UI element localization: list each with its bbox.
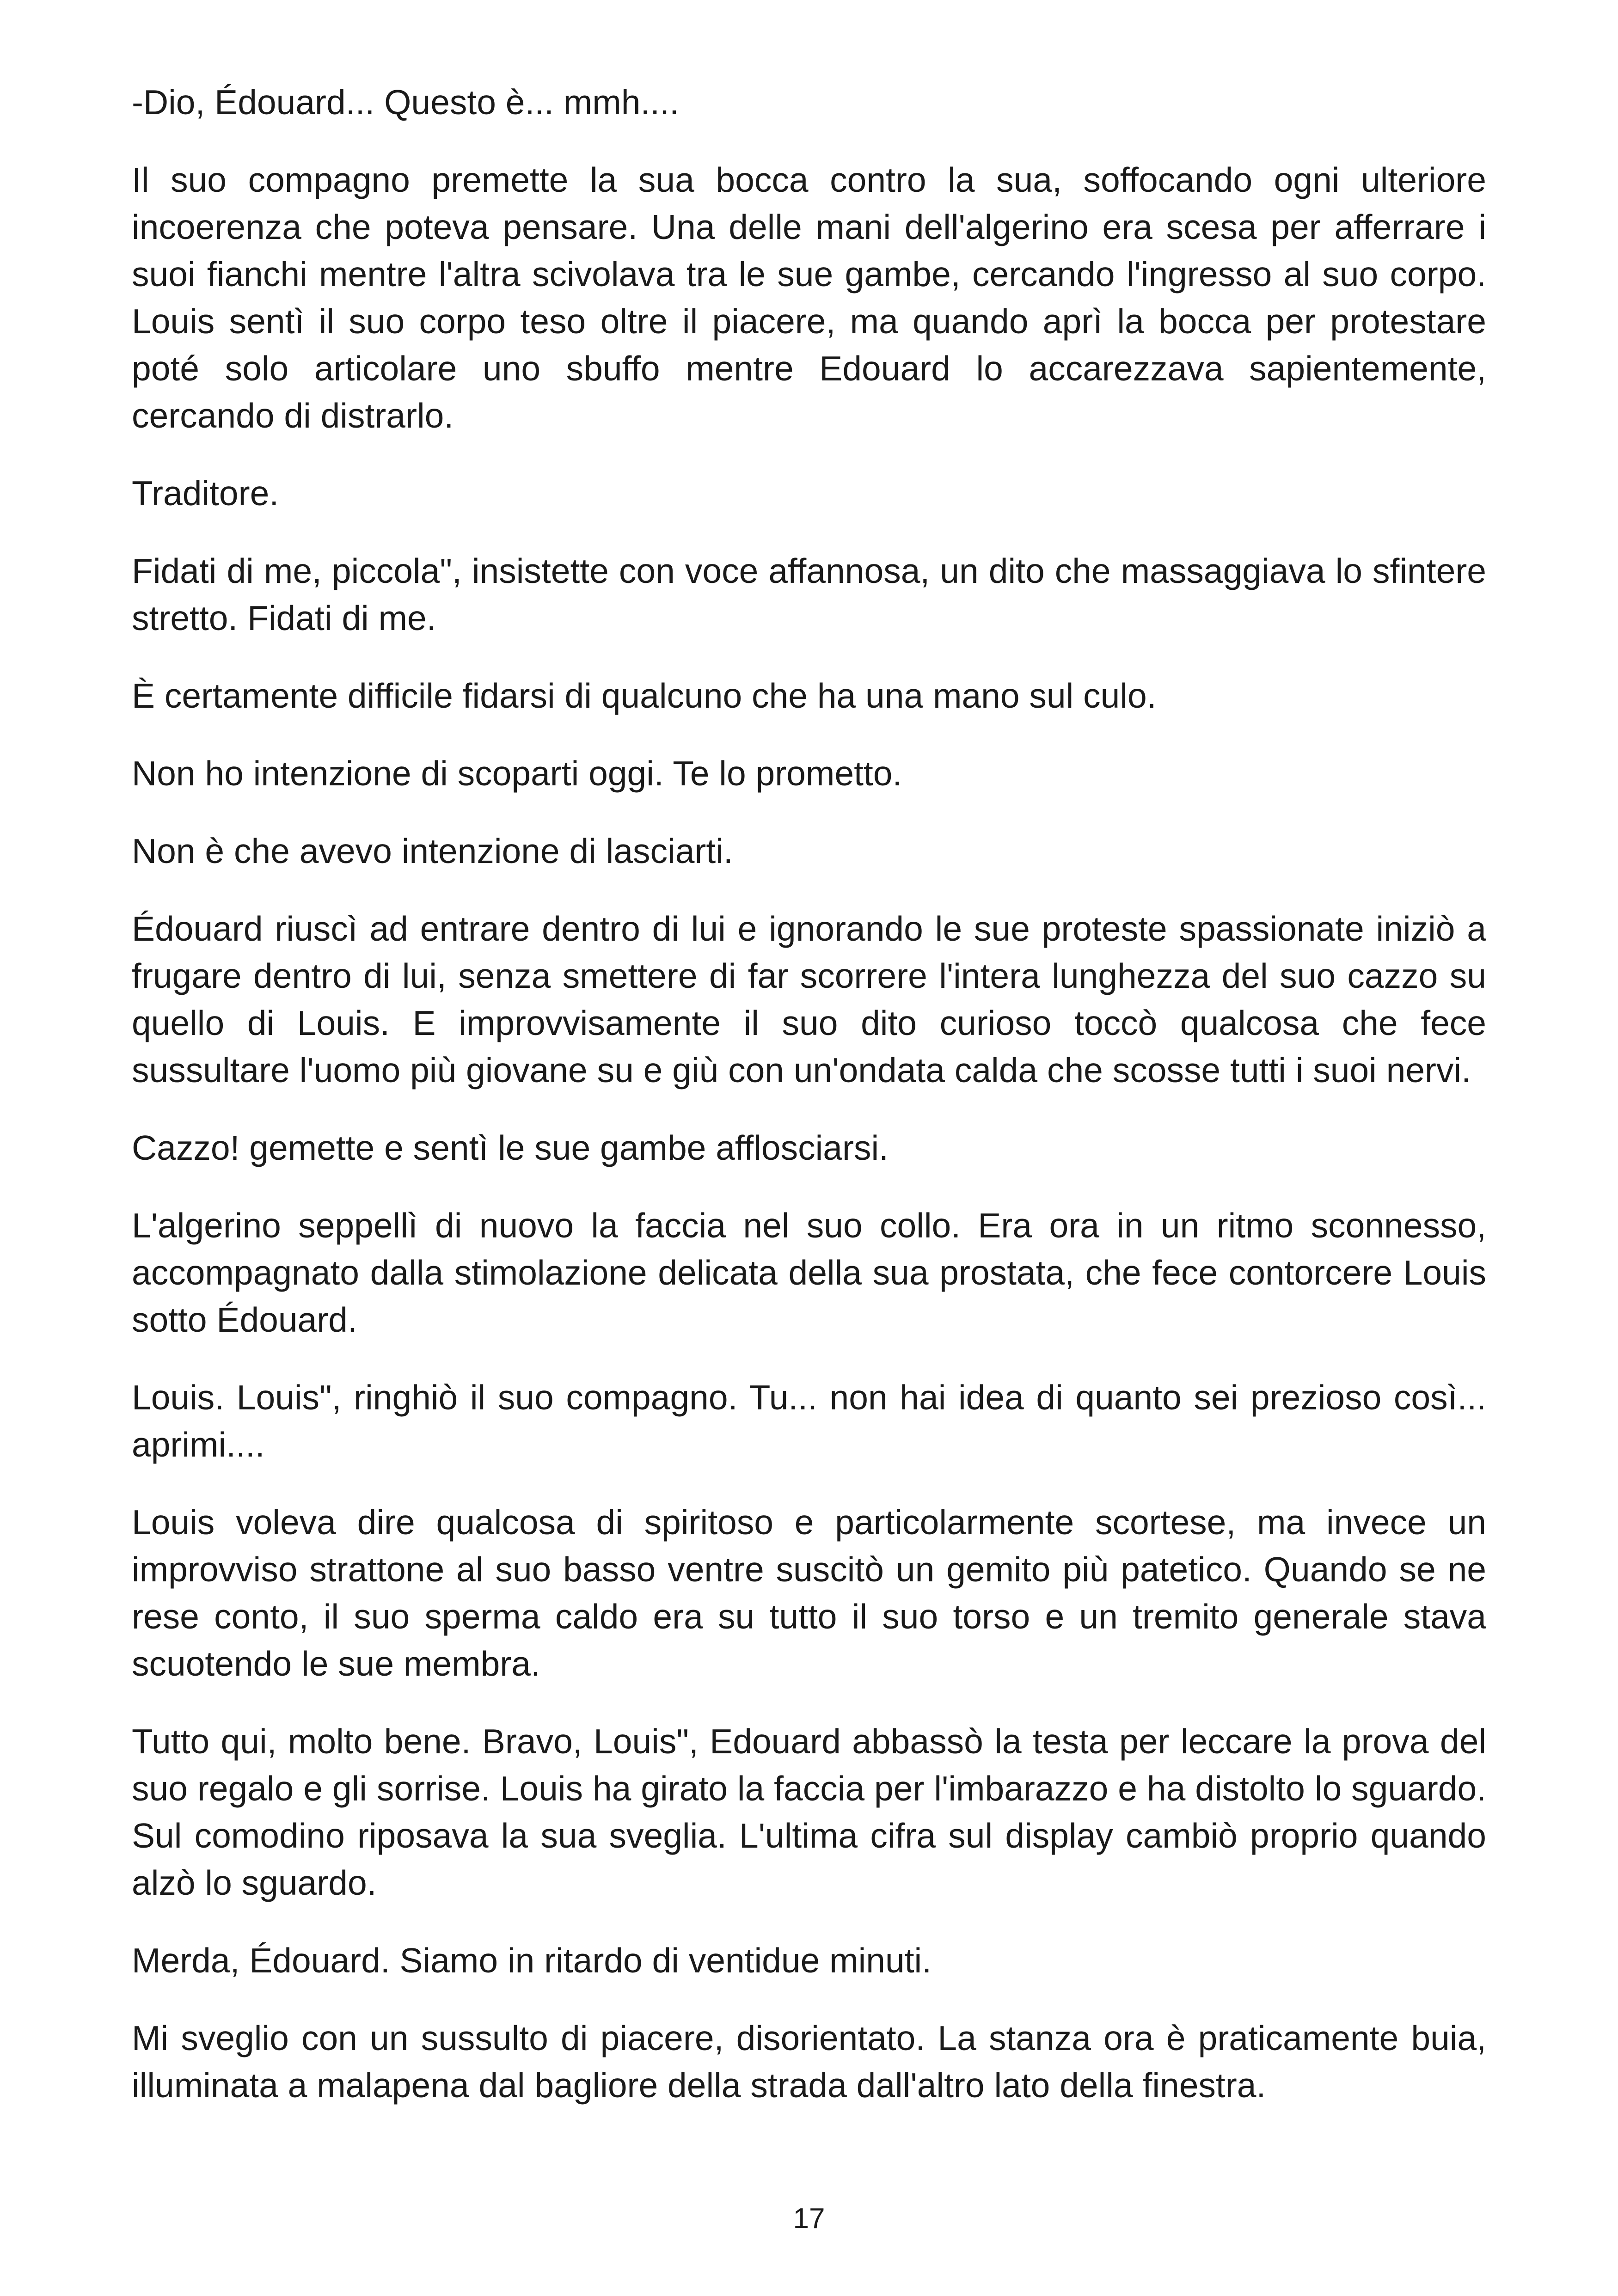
paragraph: Mi sveglio con un sussulto di piacere, disorientato. La stanza ora è praticamente buia, illuminata a malapena dal bagliore della strada dall'altro lato della finestra. <box>132 2019 1486 2105</box>
page-number: 17 <box>793 2203 825 2235</box>
body-text <box>132 79 1486 2109</box>
paragraph: Cazzo! gemette e sentì le sue gambe afflosciarsi. <box>132 1128 889 1167</box>
paragraph: Tutto qui, molto bene. Bravo, Louis", Edouard abbassò la testa per leccare la prova del suo regalo e gli sorrise. Louis ha girato la faccia per l'imbarazzo e ha distolto lo sguardo. Sul comodino riposava la sua sveglia. L'ultima cifra sul display cambiò proprio quando alzò lo sguardo. <box>132 1722 1486 1902</box>
paragraph: Non è che avevo intenzione di lasciarti. <box>132 832 733 870</box>
paragraph: Fidati di me, piccola", insistette con voce affannosa, un dito che massaggiava lo sfintere stretto. Fidati di me. <box>132 551 1486 637</box>
paragraph: Louis voleva dire qualcosa di spiritoso e particolarmente scortese, ma invece un improvviso strattone al suo basso ventre suscitò un gemito più patetico. Quando se ne rese conto, il suo sperma caldo era su tutto il suo torso e un tremito generale stava scuotendo le sue membra. <box>132 1503 1486 1683</box>
paragraph: Édouard riuscì ad entrare dentro di lui e ignorando le sue proteste spassionate iniziò a frugare dentro di lui, senza smettere di far scorrere l'intera lunghezza del suo cazzo su quello di Louis. E improvvisamente il suo dito curioso toccò qualcosa che fece sussultare l'uomo più giovane su e giù con un'ondata calda che scosse tutti i suoi nervi. <box>132 909 1486 1090</box>
paragraph: -Dio, Édouard... Questo è... mmh.... <box>132 83 679 122</box>
paragraph: Traditore. <box>132 474 279 513</box>
paragraph: Merda, Édouard. Siamo in ritardo di ventidue minuti. <box>132 1941 932 1980</box>
paragraph: Non ho intenzione di scoparti oggi. Te lo prometto. <box>132 754 902 793</box>
paragraph: Louis. Louis", ringhiò il suo compagno. Tu... non hai idea di quanto sei prezioso così... aprimi.... <box>132 1378 1486 1464</box>
paragraph: È certamente difficile fidarsi di qualcuno che ha una mano sul culo. <box>132 676 1157 715</box>
paragraph: L'algerino seppellì di nuovo la faccia nel suo collo. Era ora in un ritmo sconnesso, accompagnato dalla stimolazione delicata della sua prostata, che fece contorcere Louis sotto Édouard. <box>132 1206 1486 1339</box>
paragraph: Il suo compagno premette la sua bocca contro la sua, soffocando ogni ulteriore incoerenza che poteva pensare. Una delle mani dell'algerino era scesa per afferrare i suoi fianchi mentre l'altra scivolava tra le sue gambe, cercando l'ingresso al suo corpo. Louis sentì il suo corpo teso oltre il piacere, ma quando aprì la bocca per protestare poté solo articolare uno sbuffo mentre Edouard lo accarezzava sapientemente, cercando di distrarlo. <box>132 160 1486 435</box>
